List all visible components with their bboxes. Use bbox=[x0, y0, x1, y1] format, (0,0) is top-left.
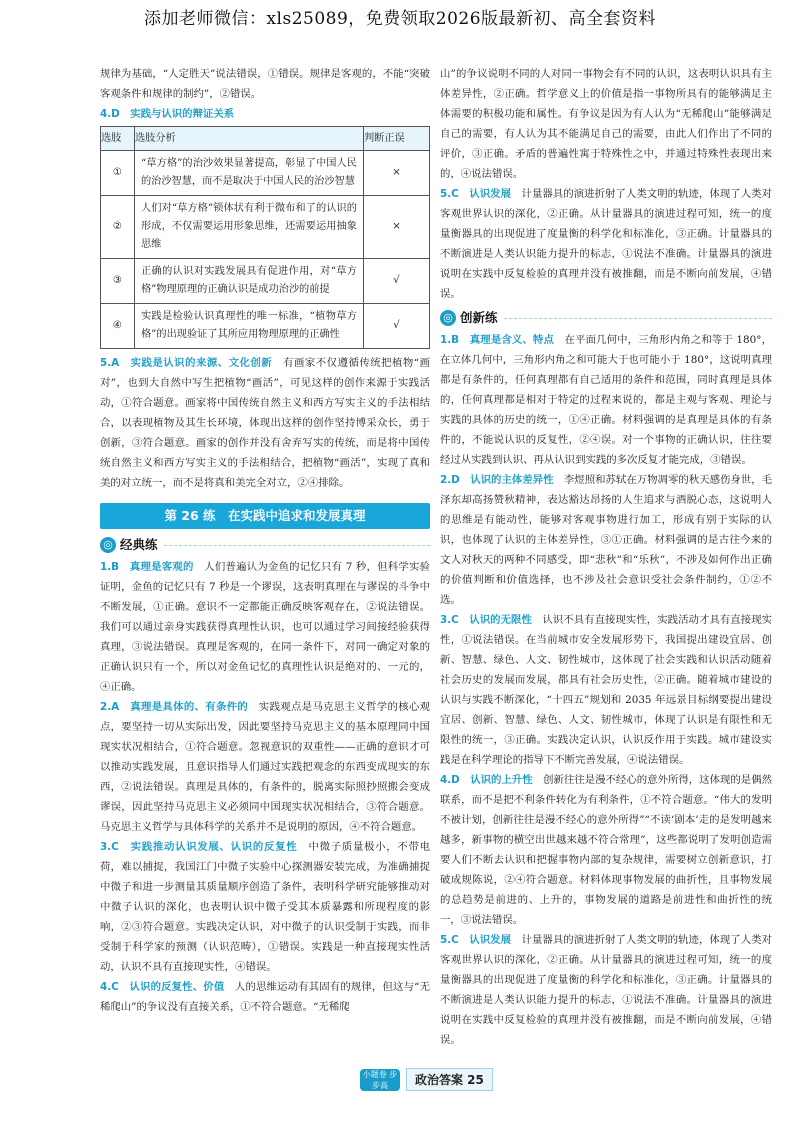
innov-q1-label: 1.B 真理是含义、特点 bbox=[440, 334, 554, 346]
table-row bbox=[101, 196, 430, 259]
classic-q1-text: 人们普遍认为金鱼的记忆只有 7 秒，但科学实验证明，金鱼的记忆只有 7 秒是一个谬误，这表明真理在与谬误的斗争中不断发展，①正确。意识不一定都能正确反映客观存在，②说法错误。我们可以通过亲身实践获得真理性认识，也可以通过学习间接经验获得真理，③说法错误。真理是客观的，在同一条件下，对同一确定对象的正确认识只有一个，所以对金鱼记忆的真理性认识是绝对的、一元的，④正确。 bbox=[100, 561, 431, 693]
innov-q3-text: 认识不具有直接现实性，实践活动才具有直接现实性，①说法错误。在当前城市安全发展形势下，我国提出建设宜居、创新、智慧、绿色、人文、韧性城市，这体现了社会实践和认识活动随着社会历史的发展而发展，都具有社会历史性，②正确。随着城市建设的认识与实践不断深化，“十四五”规划和 2035 年远景目标纲要提出建设宜居、创新、智慧、绿色、人文、韧性城市，体现了认识是有限性和无限性的统一，③正确。实践决定认识，认识反作用于实践。城市建设实践是在科学理论的指导下不断完善发展，④说法错误。 bbox=[440, 614, 773, 766]
row-analysis: 人们对“草方格”锁体状有利于微布和了的认识的形成，不仅需要运用形象思维，还需要运用抽象思维 bbox=[135, 196, 364, 259]
innov-q5-text: 计量器具的演进折射了人类文明的轨迹，体现了人类对客观世界认识的深化，②正确。从计量器具的演进过程可知，统一的度量衡器具的出现促进了度量衡的科学化和标准化，③正确。计量器具的不断演进是人类认识能力提升的标志，①说法不准确。计量器具的演进说明在实践中反复检验的真理并没有被推翻，而是不断向前发展，④错误。 bbox=[440, 934, 773, 1046]
innovation-section-title: 创新练 bbox=[460, 310, 498, 325]
right-intro-text: 山”的争议说明不同的人对同一事物会有不同的认识，这表明认识具有主体差异性，②正确。哲学意义上的价值是指一事物所具有的能够满足主体需要的积极功能和属性。有争议是因为有人认为“无稀爬山”能够满足自己的需要，有人认为其不能满足自己的需要，由此人们作出了不同的评价，③正确。矛盾的普遍性寓于特殊性之中，并通过特殊性表现出来的，④说法错误。 bbox=[440, 68, 772, 180]
table-row bbox=[101, 259, 430, 304]
innov-q2-label: 2.D 认识的主体差异性 bbox=[440, 474, 554, 486]
classic-q4-label: 4.C 认识的反复性、价值 bbox=[100, 981, 225, 993]
table-row bbox=[101, 304, 430, 349]
q5-answer-label: 5.A 实践是认识的来源、文化创新 bbox=[100, 357, 273, 369]
table-row bbox=[101, 151, 430, 196]
innov-q3-label: 3.C 认识的无限性 bbox=[440, 614, 532, 626]
lesson-title-banner: 第 26 练 在实践中追求和发展真理 bbox=[100, 503, 430, 529]
section-badge-icon: ◎ bbox=[100, 537, 116, 553]
right-column bbox=[440, 64, 772, 1050]
row-judgement: × bbox=[364, 196, 430, 259]
q4-answer-label: 4.D 实践与认识的辩证关系 bbox=[100, 108, 235, 120]
row-option: ③ bbox=[101, 259, 135, 304]
classic-q2-label: 2.A 真理是具体的、有条件的 bbox=[100, 701, 249, 713]
classic-q5-text: 计量器具的演进折射了人类文明的轨迹，体现了人类对客观世界认识的深化，②正确。从计量器具的演进过程可知，统一的度量衡器具的出现促进了度量衡的科学化和标准化，③正确。计量器具的不断演进是人类认识能力提升的标志，①说法不准确。计量器具的演进说明在实践中反复检验的真理并没有被推翻，而是不断向前发展，④错误。 bbox=[440, 188, 773, 300]
classic-section-header bbox=[100, 535, 430, 555]
innov-q2-text: 李煜照和苏轼在万物凋零的秋天感伤身世，毛泽东却高扬赞秋精神，表达豁达昂扬的人生追求与酒脱心态，这说明人的思维是有能动性，能够对客观事物进行加工，形成有别于实际的认识，也体现了认识的主体差异性，③①正确。材料强调的是古往今来的文人对秋天的两种不同感受，即“悲秋”和“乐秋”，不涉及如何作出正确的价值判断和价值选择，也不涉及社会意识受社会条件制约，①②不选。 bbox=[440, 474, 772, 606]
section-badge-icon: ◎ bbox=[440, 310, 456, 326]
row-option: ④ bbox=[101, 304, 135, 349]
innovation-section-header bbox=[440, 308, 772, 328]
answer-analysis-table bbox=[100, 126, 430, 349]
innov-q5-label: 5.C 认识发展 bbox=[440, 934, 512, 946]
table-header-analysis: 选肢分析 bbox=[135, 127, 364, 151]
classic-q2-text: 实践观点是马克思主义哲学的核心观点，要坚持一切从实际出发，因此要坚持马克思主义的基本原理同中国现实状况相结合，①符合题意。忽视意识的双重性——正确的意识才可以推动实践发展，且意识指导人们通过实践把观念的东西变成现实的东西，②说法错误。真理是具体的，有条件的，脱离实际照抄照搬会变成谬误，因此坚持马克思主义必须同中国现实状况相结合，③符合题意。马克思主义哲学与具体科学的关系并不是说明的原因，④不符合题意。 bbox=[100, 701, 431, 833]
left-column bbox=[100, 64, 430, 1017]
section-divider bbox=[164, 545, 430, 546]
row-judgement: √ bbox=[364, 304, 430, 349]
row-option: ② bbox=[101, 196, 135, 259]
innov-q4-text: 创新往往是漫不经心的意外所得，这体现的是偶然联系，而不是把不利条件转化为有利条件，①不符合题意。“伟大的发明不被计划，创新往往是漫不经心的意外所得”“不读‘剧本’走的是发明越来越多，新事物的横空出世越来越不符合常理”，这些都说明了发明创造需要人们不断去认识和把握事物内部的复杂规律，需要树立创新意识，打破成规陈说，②④符合题意。材料体现事物发展的曲折性，且事物发展的总趋势是前进的、上升的，事物发展的道路是前进性和曲折性的统一，③说法错误。 bbox=[440, 774, 772, 926]
row-judgement: √ bbox=[364, 259, 430, 304]
row-analysis: 实践是检验认识真理性的唯一标准，“植物草方格”的出现验证了其所应用物理原理的正确性 bbox=[135, 304, 364, 349]
classic-q3-label: 3.C 实践推动认识发展、认识的反复性 bbox=[100, 841, 298, 853]
table-header-judgement: 判断正误 bbox=[364, 127, 430, 151]
q5-answer-text: 有画家不仅遵循传统把植物“画对”，也到大自然中写生把植物“画活”，可见这样的创作来源于实践活动，①符合题意。画家将中国传统自然主义和西方写实主义的手法相结合，以表现植物及其生长环境，体现出这样的创作坚持博采众长，勇于创新，③符合题意。画家的创作并没有舍弃写实的传统，而是将中国传统自然主义和西方写实主义的手法相结合，把植物“画活”，实现了真和美的对立统一，而不是将真和美完全对立，②④排除。 bbox=[100, 357, 431, 489]
page-number-label: 政治答案 25 bbox=[406, 1068, 493, 1091]
watermark-header: 添加老师微信：xls25089，免费领取2026版最新初、高全套资料 bbox=[143, 9, 657, 29]
row-analysis: 正确的认识对实践发展具有促进作用，对“草方格”物理原理的正确认识是成功治沙的前提 bbox=[135, 259, 364, 304]
classic-q4-text: 人的思维运动有其固有的规律，但这与“无稀爬山”的争议没有直接关系，①不符合题意。“无稀爬 bbox=[100, 981, 430, 1013]
left-intro-text: 规律为基础，“人定胜天”说法错误，①错误。规律是客观的，不能“突破客观条件和规律的制约”，②错误。 bbox=[100, 68, 430, 100]
page-footer bbox=[360, 1068, 493, 1091]
innov-q4-label: 4.D 认识的上升性 bbox=[440, 774, 533, 786]
row-judgement: × bbox=[364, 151, 430, 196]
publisher-logo: 小题卷 步步高 bbox=[360, 1069, 400, 1091]
classic-section-title: 经典练 bbox=[120, 537, 158, 552]
classic-q3-text: 中微子质量极小，不带电荷，难以捕捉，我国江门中微子实验中心探测器安装完成，为准确捕捉中微子和进一步测量其质量顺序创造了条件，表明科学研究能够推动对中微子认识的深化，也表明认识中微子受其本质暴露和所现程度的影响，②③符合题意。实践决定认识，对中微子的认识受制于实践，而非受制于科学家的预测（认识范畴），①错误。实践是一种直接现实性活动，认识不具有直接现实性，④错误。 bbox=[100, 841, 431, 973]
row-option: ① bbox=[101, 151, 135, 196]
table-header-option: 选肢 bbox=[101, 127, 135, 151]
section-divider bbox=[504, 318, 772, 319]
innov-q1-text: 在平面几何中，三角形内角之和等于 180°，在立体几何中，三角形内角之和可能大于也可能小于 180°，这说明真理都是有条件的，任何真理都有自己适用的条件和范围，同时真理是具体的，任何真理都是相对于特定的过程来说的，都是主观与客观、理论与实践的具体的历史的统一，①④正确。材料强调的是真理是具体的有条件的，不能说认识的反复性，②④误。对一个事物的正确认识，往往要经过从实践到认识、再从认识到实践的多次反复才能完成，③错误。 bbox=[440, 334, 772, 466]
classic-q1-label: 1.B 真理是客观的 bbox=[100, 561, 194, 573]
classic-q5-label: 5.C 认识发展 bbox=[440, 188, 512, 200]
row-analysis: “草方格”的治沙效果显著提高，彰显了中国人民的治沙智慧，而不是取决于中国人民的治沙智慧 bbox=[135, 151, 364, 196]
